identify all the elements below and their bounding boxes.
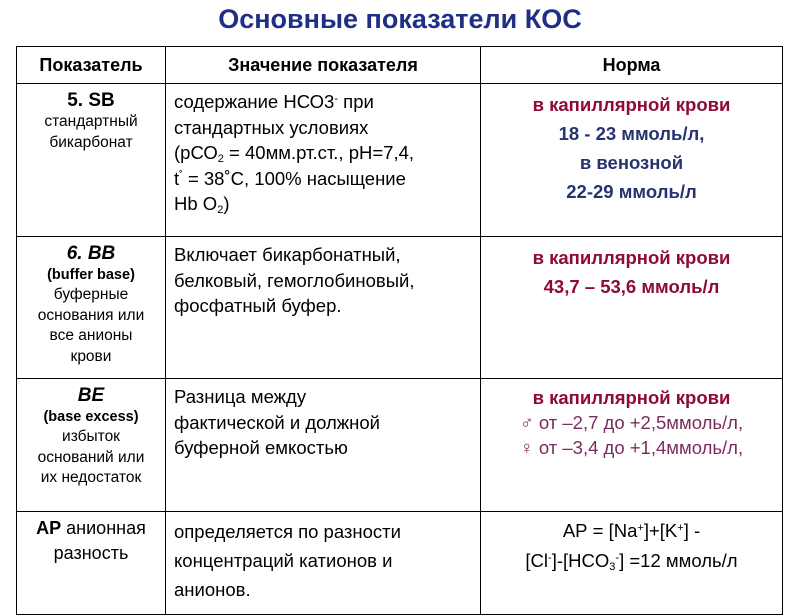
norm-line: 43,7 – 53,6 ммоль/л xyxy=(543,276,720,297)
value-line: Включает бикарбонатный, xyxy=(174,244,401,265)
value-text: при xyxy=(338,91,374,112)
norm-line: в капиллярной крови xyxy=(532,94,731,115)
indicator-desc: анионная xyxy=(61,518,146,538)
value-cell xyxy=(166,237,481,379)
indicator-paren: (buffer base) xyxy=(47,267,135,283)
norm-text: ] =12 ммоль/л xyxy=(619,550,738,571)
header-indicator: Показатель xyxy=(17,47,166,84)
value-sub: 2 xyxy=(217,153,224,165)
value-line xyxy=(174,89,474,115)
norm-text: ]+[K xyxy=(643,520,678,541)
value-line: Разница между xyxy=(174,386,307,407)
indicator-desc: оснований или xyxy=(37,448,145,466)
value-text: t xyxy=(174,167,180,189)
value-text: = 38˚С, 100% насыщение xyxy=(182,167,406,189)
indicator-desc: основания или xyxy=(37,306,145,324)
norm-text: от –2,7 до +2,5ммоль/л, xyxy=(533,412,744,433)
indicator-desc: крови xyxy=(70,347,112,365)
table-row-be xyxy=(17,379,783,512)
indicator-cell xyxy=(17,512,166,615)
norm-line-male xyxy=(481,410,782,435)
header-norm: Норма xyxy=(481,47,783,84)
value-line: фосфатный буфер. xyxy=(174,295,342,316)
page-title: Основные показатели КОС xyxy=(218,4,582,34)
value-line: анионов. xyxy=(174,579,251,600)
norm-line: в капиллярной крови xyxy=(532,387,731,408)
norm-text: ]-[HCO xyxy=(551,550,610,571)
norm-text: от –3,4 до +1,4ммоль/л, xyxy=(533,437,744,458)
indicators-table xyxy=(16,46,783,615)
value-text: Hb O xyxy=(174,193,218,214)
norm-sup: + xyxy=(637,522,644,534)
indicator-desc: разность xyxy=(53,543,129,563)
table-row-ap xyxy=(17,512,783,615)
value-text: (рСО xyxy=(174,142,218,163)
indicator-desc: все анионы xyxy=(49,327,133,344)
table-row-bb xyxy=(17,237,783,379)
value-line xyxy=(174,166,474,192)
norm-line: 22-29 ммоль/л xyxy=(566,181,697,202)
indicator-desc: буферные xyxy=(53,286,129,303)
female-icon: ♀ xyxy=(519,437,534,458)
value-sup: - xyxy=(334,93,339,105)
norm-cell xyxy=(481,379,783,512)
norm-line-female xyxy=(481,435,782,460)
indicator-code: BE xyxy=(77,385,105,406)
value-line: концентраций катионов и xyxy=(174,550,393,571)
norm-formula-line xyxy=(481,546,782,576)
indicator-cell xyxy=(17,84,166,237)
norm-cell xyxy=(481,512,783,615)
indicator-desc: избыток xyxy=(62,428,120,445)
norm-text: ] - xyxy=(683,520,701,541)
value-line: белковый, гемоглобиновый, xyxy=(174,269,415,291)
value-line: буферной емкостью xyxy=(174,437,348,458)
male-icon: ♂ xyxy=(519,412,534,433)
header-value: Значение показателя xyxy=(166,47,481,84)
norm-sup: - xyxy=(615,552,620,564)
value-text: = 40мм.рт.ст., рН=7,4, xyxy=(223,142,415,163)
value-cell xyxy=(166,84,481,237)
norm-cell xyxy=(481,84,783,237)
value-sup: ˚ xyxy=(179,169,183,182)
value-sub: 2 xyxy=(217,204,224,216)
value-cell xyxy=(166,512,481,615)
norm-sub: 3 xyxy=(609,561,616,573)
norm-text: АР = [Na xyxy=(562,520,638,541)
indicator-cell xyxy=(17,237,166,379)
value-line: фактической и должной xyxy=(174,411,381,433)
value-line xyxy=(174,191,474,217)
indicator-desc: их недостаток xyxy=(40,469,142,486)
indicator-paren: (base excess) xyxy=(43,409,139,425)
norm-line: в венозной xyxy=(579,152,684,173)
norm-text: [Cl xyxy=(525,550,549,571)
table-row-sb xyxy=(17,84,783,237)
norm-sup: + xyxy=(677,522,684,534)
indicator-code: 5. SB xyxy=(67,90,115,111)
value-line: определяется по разности xyxy=(174,521,401,542)
indicator-desc: бикарбонат xyxy=(49,133,133,151)
value-cell xyxy=(166,379,481,512)
value-line xyxy=(174,115,474,141)
indicator-cell xyxy=(17,379,166,512)
indicator-code: 6. BB xyxy=(66,243,116,264)
indicator-line xyxy=(17,516,165,541)
norm-cell xyxy=(481,237,783,379)
value-text: ) xyxy=(223,193,230,214)
value-line xyxy=(174,140,474,166)
norm-line: в капиллярной крови xyxy=(532,247,731,268)
value-text: стандартных условиях xyxy=(174,116,369,138)
norm-sup: - xyxy=(548,552,552,564)
norm-formula-line xyxy=(481,516,782,546)
value-text: содержание НСО3 xyxy=(174,91,335,112)
table-header-row xyxy=(17,47,783,84)
indicator-code: АР xyxy=(36,518,62,538)
norm-line: 18 - 23 ммоль/л, xyxy=(558,123,705,144)
indicator-desc: стандартный xyxy=(44,113,138,130)
